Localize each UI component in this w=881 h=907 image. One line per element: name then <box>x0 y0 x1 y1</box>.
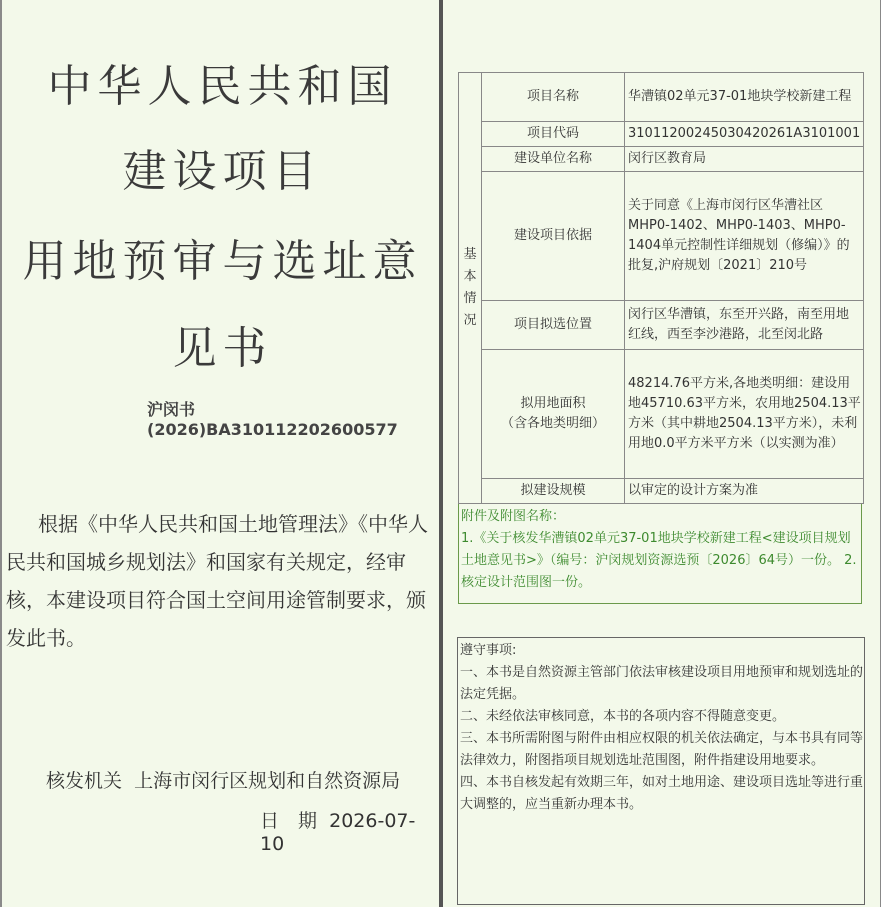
preamble-text: 根据《中华人民共和国土地管理法》《中华人民共和国城乡规划法》和国家有关规定，经审核，本建设项目符合国土空间用途管制要求，颁发此书。 <box>6 512 428 650</box>
notice-item: 四、本书自核发起有效期三年，如对土地用途、建设项目选址等进行重大调整的，应当重新办理本书。 <box>460 775 864 812</box>
title-line-3: 用地预审与选址意 <box>22 236 423 287</box>
row-value: 闵行区教育局 <box>625 147 864 172</box>
attachments-box <box>458 504 862 604</box>
table-row <box>459 73 864 122</box>
notice-item: 三、本书所需附图与附件由相应权限的机关依法确定，与本书具有同等法律效力，附图指项目规划选址范围图，附件指建设用地要求。 <box>460 731 864 768</box>
table-row <box>459 172 864 301</box>
date-label: 日 期 <box>260 810 318 832</box>
row-value: 31011200245030420261A3101001 <box>625 122 864 147</box>
row-label: 拟建设规模 <box>482 479 625 504</box>
basic-info-table <box>458 72 864 504</box>
attachments-title: 附件及附图名称： <box>461 509 566 524</box>
attachments-body: 1.《关于核发华漕镇02单元37-01地块学校新建工程<建设项目规划土地意见书>》（编号：沪闵规划资源选预〔2026〕64号）一份。 2.核定设计范围图一份。 <box>461 531 857 590</box>
row-label: 建设项目依据 <box>482 172 625 301</box>
notice-title: 遵守事项: <box>460 643 517 658</box>
table-row <box>459 122 864 147</box>
title-line-2: 建设项目 <box>122 146 323 197</box>
notice-item: 二、未经依法审核同意，本书的各项内容不得随意变更。 <box>460 709 786 724</box>
row-value: 华漕镇02单元37-01地块学校新建工程 <box>625 73 864 122</box>
row-label: 项目名称 <box>482 73 625 122</box>
table-row <box>459 350 864 479</box>
row-value: 闵行区华漕镇，东至开兴路，南至用地红线，西至李沙港路，北至闵北路 <box>625 301 864 350</box>
table-row <box>459 147 864 172</box>
issuer-line <box>46 766 400 793</box>
certificate-number: 沪闵书(2026)BA310112202600577 <box>147 400 398 439</box>
row-label: 项目拟选位置 <box>482 301 625 350</box>
date-line <box>260 806 439 855</box>
row-label: 拟用地面积 （含各地类明细） <box>482 350 625 479</box>
issuer-label: 核发机关 <box>46 770 123 792</box>
table-row <box>459 301 864 350</box>
issuer-value: 上海市闵行区规划和自然资源局 <box>134 770 401 792</box>
notice-box <box>457 637 865 905</box>
row-value: 关于同意《上海市闵行区华漕社区MHP0-1402、MHP0-1403、MHP0-1404单元控制性详细规划（修编）》的批复,沪府规划〔2021〕210号 <box>625 172 864 301</box>
row-value: 48214.76平方米,各地类明细：建设用地45710.63平方米，农用地2504.13平方米（其中耕地2504.13平方米），未利用地0.0平方米平方米（以实测为准） <box>625 350 864 479</box>
section-title: 基 本 情 况 <box>459 73 482 504</box>
notice-item: 一、本书是自然资源主管部门依法审核建设项目用地预审和规划选址的法定凭据。 <box>460 665 864 702</box>
row-label: 建设单位名称 <box>482 147 625 172</box>
title-line-4: 见书 <box>172 323 273 374</box>
row-value: 以审定的设计方案为准 <box>625 479 864 504</box>
title-line-1: 中华人民共和国 <box>47 61 398 112</box>
table-row <box>459 479 864 504</box>
row-label: 项目代码 <box>482 122 625 147</box>
date-value: 2026-07-10 <box>260 810 416 855</box>
